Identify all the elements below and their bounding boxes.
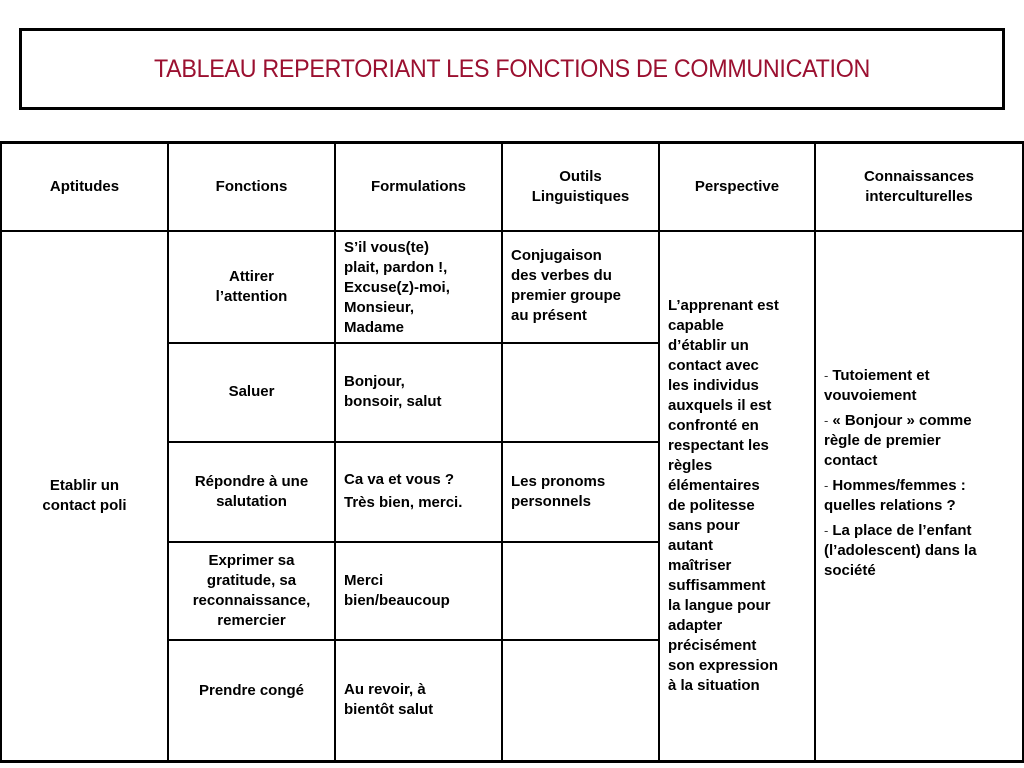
outils-cell: Conjugaison des verbes du premier groupe au présent: [502, 231, 659, 343]
table-row: [1, 231, 1023, 343]
header-outils-linguistiques: Outils Linguistiques: [502, 143, 659, 231]
connaissances-cell: [815, 231, 1023, 762]
fonction-cell: Prendre congé: [168, 640, 335, 762]
fonction-cell: Exprimer sa gratitude, sa reconnaissance, remercier: [168, 542, 335, 640]
fonction-cell: Répondre à une salutation: [168, 442, 335, 542]
fonction-cell: Attirer l’attention: [168, 231, 335, 343]
outils-cell: [502, 343, 659, 442]
header-perspective: Perspective: [659, 143, 815, 231]
formulation-cell: S’il vous(te) plait, pardon !, Excuse(z)-moi, Monsieur, Madame: [335, 231, 502, 343]
fonction-cell: Saluer: [168, 343, 335, 442]
communication-functions-table: [0, 141, 1024, 763]
list-item: - La place de l’enfant (l’adolescent) dans la société: [824, 521, 977, 579]
formulation-cell: Ca va et vous ? Très bien, merci.: [335, 442, 502, 542]
header-connaissances-interculturelles: Connaissances interculturelles: [815, 143, 1023, 231]
formulation-cell: Bonjour, bonsoir, salut: [335, 343, 502, 442]
list-item: - Tutoiement et vouvoiement: [824, 366, 930, 404]
outils-cell: [502, 542, 659, 640]
formulation-cell: Merci bien/beaucoup: [335, 542, 502, 640]
page-title: TABLEAU REPERTORIANT LES FONCTIONS DE COMMUNICATION: [153, 54, 871, 83]
outils-cell: Les pronoms personnels: [502, 442, 659, 542]
header-fonctions: Fonctions: [168, 143, 335, 231]
title-box: [19, 28, 1005, 110]
header-aptitudes: Aptitudes: [1, 143, 168, 231]
aptitude-cell: Etablir un contact poli: [1, 231, 168, 762]
header-row: [1, 143, 1023, 231]
connaissances-list: [824, 366, 1014, 581]
formulation-cell: Au revoir, à bientôt salut: [335, 640, 502, 762]
perspective-cell: L’apprenant est capable d’établir un contact avec les individus auxquels il est confronté en respectant les règles élémentaires de politesse sans pour autant maîtriser suffisamment la langue pour adapter précisément son expression à la situation: [659, 231, 815, 762]
list-item: - « Bonjour » comme règle de premier contact: [824, 411, 972, 469]
header-formulations: Formulations: [335, 143, 502, 231]
outils-cell: [502, 640, 659, 762]
list-item: - Hommes/femmes : quelles relations ?: [824, 476, 966, 514]
